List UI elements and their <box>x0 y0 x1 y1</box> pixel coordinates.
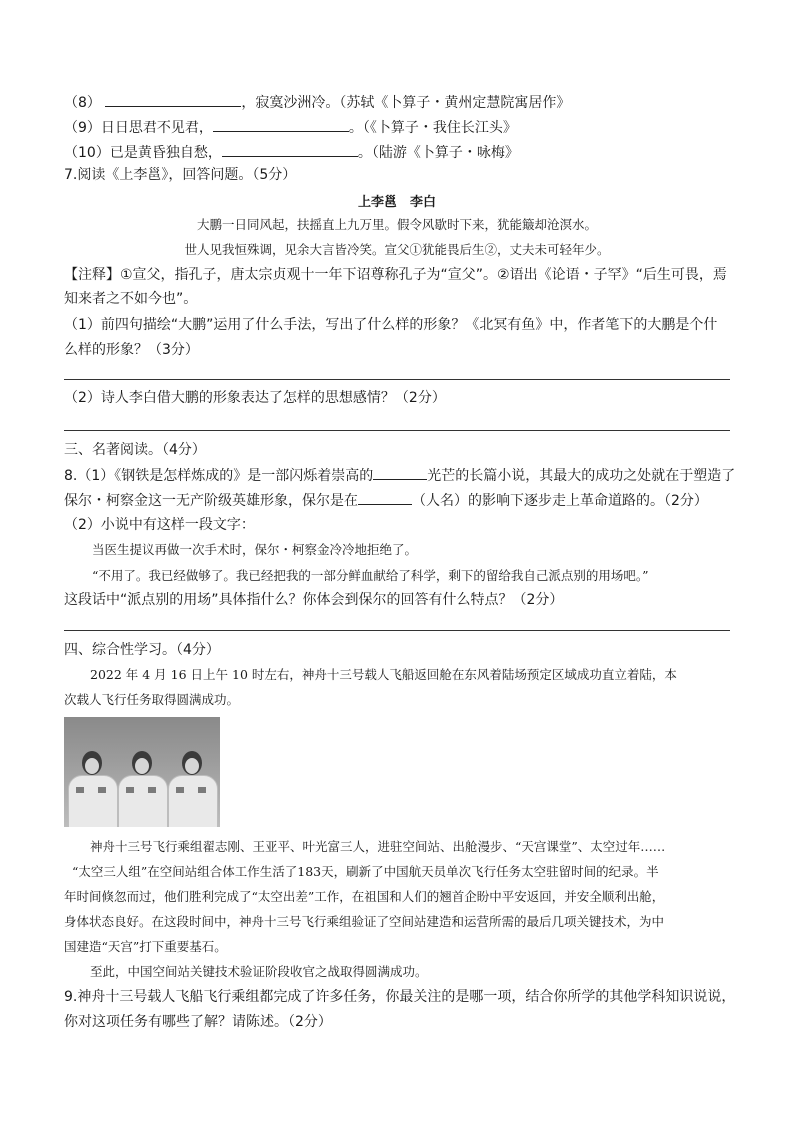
recite-text: 。（陆游《卜算子・咏梅》 <box>357 145 519 161</box>
q8-sub2: （2）小说中有这样一段文字： <box>64 517 255 533</box>
answer-blank[interactable] <box>105 92 241 107</box>
astronaut-figure <box>166 747 218 827</box>
news-para-line-3: 年时间倏忽而过，他们胜利完成了“太空出差”工作，在祖国和人们的翘首企盼中平安返回，并安全顺利出舱， <box>64 889 665 904</box>
answer-line[interactable] <box>64 379 730 380</box>
news-para-line-2: “太空三人组”在空间站组合体工作生活了183天，刷新了中国航天员单次飞行任务太空驻留时间的纪录。半 <box>72 864 659 879</box>
recite-line-10 <box>64 142 519 163</box>
novel-quote-1: 当医生提议再做一次手术时，保尔・柯察金冷冷地拒绝了。 <box>92 542 418 557</box>
poem-line-2: 世人见我恒殊调，见余大言皆冷笑。宣父①犹能畏后生②，丈夫未可轻年少。 <box>184 242 610 257</box>
q8-text: 保尔・柯察金这一无产阶级英雄形象，保尔是在 <box>64 493 358 509</box>
news-para-line-5: 国建造“天宫”打下重要基石。 <box>64 939 227 954</box>
astronaut-figure <box>116 747 168 827</box>
section-4-title: 四、综合性学习。（4分） <box>64 642 220 658</box>
section-3-title: 三、名著阅读。（4分） <box>64 442 206 458</box>
intro-line-1: 2022 年 4 月 16 日上午 10 时左右，神舟十三号载人飞船返回舱在东风着陆场预定区域成功直立着陆，本 <box>90 667 677 682</box>
intro-line-2: 次载人飞行任务取得圆满成功。 <box>64 692 240 707</box>
recite-number: （8） <box>64 95 101 111</box>
q9-line-1: 9.神舟十三号载人飞船飞行乘组都完成了许多任务，你最关注的是哪一项，结合你所学的其他学科知识说说， <box>64 989 736 1005</box>
poem-title: 上李邕 李白 <box>357 195 436 210</box>
news-para-line-4: 身体状态良好。在这段时间中，神舟十三号飞行乘组验证了空间站建造和运营所需的最后几项关键技术，为中 <box>64 914 665 929</box>
q8-text: 8.（1）《钢铁是怎样炼成的》是一部闪烁着崇高的 <box>64 468 374 484</box>
news-para-line-1: 神舟十三号飞行乘组翟志刚、王亚平、叶光富三人，进驻空间站、出舱漫步、“天宫课堂”、太空过年…… <box>90 839 666 854</box>
q8-question: 这段话中“派点别的用场”具体指什么？你体会到保尔的回答有什么特点？（2分） <box>64 592 564 608</box>
q8-text: 光芒的长篇小说，其最大的成功之处就在于塑造了 <box>427 468 736 484</box>
q7-sub1-line-1: （1）前四句描绘“大鹏”运用了什么手法，写出了什么样的形象？《北冥有鱼》中，作者笔下的大鹏是个什 <box>64 317 718 333</box>
recite-text: 。（《卜算子・我住长江头》 <box>348 120 517 136</box>
q8-line-2 <box>64 490 708 511</box>
q7-sub1-line-2: 么样的形象？（3分） <box>64 342 199 358</box>
recite-line-8 <box>64 92 570 113</box>
answer-blank[interactable] <box>358 490 412 505</box>
answer-blank[interactable] <box>373 465 427 480</box>
answer-blank[interactable] <box>213 117 349 132</box>
q8-text: （人名）的影响下逐步走上革命道路的。（2分） <box>412 493 708 509</box>
poem-note-line-1: 【注释】①宣父，指孔子，唐太宗贞观十一年下诏尊称孔子为“宣父”。②语出《论语・子罕》“后生可畏，焉 <box>64 267 727 283</box>
q8-line-1 <box>64 465 735 486</box>
recite-number: （10） <box>64 145 110 161</box>
poem-note-line-2: 知来者之不如今也”。 <box>64 291 198 307</box>
news-para-line-6: 至此，中国空间站关键技术验证阶段收官之战取得圆满成功。 <box>90 964 428 979</box>
q7-sub2: （2）诗人李白借大鹏的形象表达了怎样的思想感情？（2分） <box>64 390 446 406</box>
novel-quote-2: “不用了。我已经做够了。我已经把我的一部分鲜血献给了科学，剩下的留给我自己派点别的用场吧。” <box>92 568 649 583</box>
recite-prefix: 日日思君不见君， <box>100 120 213 136</box>
recite-number: （9） <box>64 120 101 136</box>
recite-text: ，寂寞沙洲冷。（苏轼《卜算子・黄州定慧院寓居作》 <box>241 95 571 111</box>
q9-line-2: 你对这项任务有哪些了解？请陈述。（2分） <box>64 1014 332 1030</box>
astronauts-photo <box>64 717 220 827</box>
answer-line[interactable] <box>64 430 730 431</box>
poem-line-1: 大鹏一日同风起，扶摇直上九万里。假令风歇时下来，犹能簸却沧溟水。 <box>196 217 597 232</box>
q7-title: 7.阅读《上李邕》，回答问题。（5分） <box>64 167 297 183</box>
answer-blank[interactable] <box>222 142 358 157</box>
astronaut-figure <box>66 747 118 827</box>
recite-prefix: 已是黄昏独自愁， <box>109 145 222 161</box>
recite-line-9 <box>64 117 517 138</box>
answer-line[interactable] <box>64 630 730 631</box>
